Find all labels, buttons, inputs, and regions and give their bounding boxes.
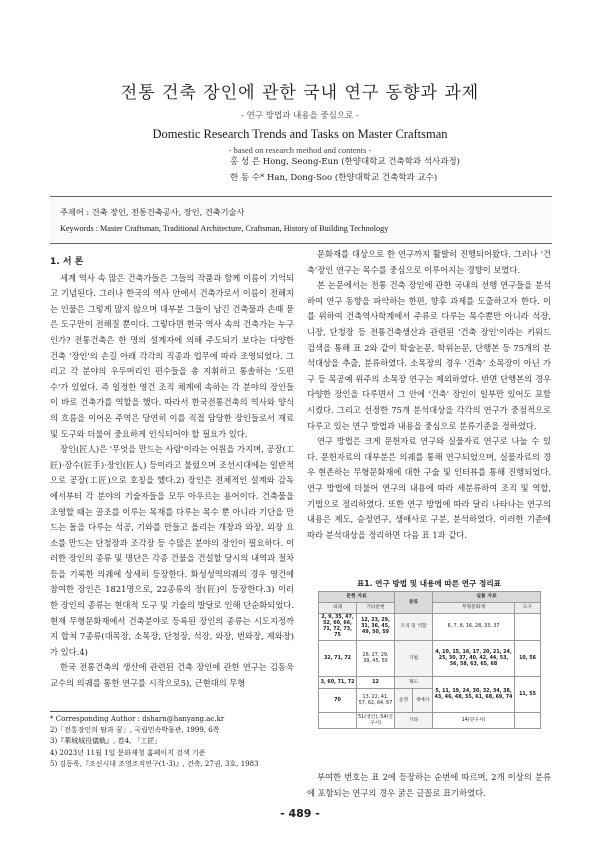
table-cell: 5, 11, 19, 24, 30, 32, 34, 38, 43, 46, 48, 55, 61, 68, 69, 74 <box>433 677 515 713</box>
paper-subtitle-en: - based on research method and contents - <box>228 145 372 155</box>
table-category-cell: 기타 <box>395 713 433 729</box>
research-table <box>318 591 541 729</box>
table-cell: 13, 22, 41, 57, 62, 64, 67 <box>357 689 395 713</box>
title-block <box>0 78 600 155</box>
header-physical: 실물 자료 <box>433 592 541 603</box>
paper-title-ko: 전통 건축 장인에 관한 국내 연구 동향과 과제 <box>120 83 480 103</box>
footnote: 2)「전통장인의 땀과 꿈」, 국립민속박물관, 1999, 6쪽 <box>50 726 220 735</box>
body-paragraph: 문화재를 대상으로 한 연구까지 활발히 진행되어왔다. 그러나 '건축'장인 연구는 목수를 중심으로 이루어지는 경향이 보였다. <box>307 249 551 275</box>
header-tools: 도구 <box>515 603 541 614</box>
after-table-text <box>307 770 551 801</box>
keywords-box <box>50 196 552 244</box>
table-cell <box>319 713 357 729</box>
right-column <box>307 247 551 543</box>
footnote: 3)『華城城役儀軌』, 卷4, 「工匠」 <box>50 737 162 746</box>
table-cell: 26, 27, 29, 39, 45, 50 <box>357 641 395 677</box>
table-caption: 표1. 연구 방법 및 내용에 따른 연구 정리표 <box>356 579 502 588</box>
table-cell: 3, 60, 71, 72 <box>319 677 357 689</box>
left-column <box>50 255 294 692</box>
author-line: 한 동 수* Han, Dong-Soo (한양대학교 건축학과 교수) <box>230 173 438 183</box>
paper-subtitle-ko: - 연구 방법과 내용을 중심으로 - <box>241 111 359 121</box>
footnote: 4) 2023년 11월 1일 문화재청 홈페이지 검색 기준 <box>50 748 206 757</box>
footnote: 5) 김동욱,『조선시대 조영조직연구(1-3)』, 건축, 27권, 3호, 1983 <box>50 759 259 768</box>
table-category-cell: 승정 <box>395 689 413 713</box>
table-category-cell: 생애사 <box>413 689 433 713</box>
table-category-cell: 제도 <box>395 677 433 689</box>
footnote-divider <box>50 711 160 712</box>
body-paragraph: 한국 전통건축의 생산에 관련된 건축 장인에 관한 연구는 김동욱 교수의 의궤를 통한 연구를 시작으로5), 근현대의 무형 <box>50 662 294 689</box>
table-cell: 51(영인), 54(연구서) <box>357 713 395 729</box>
body-paragraph: 본 논문에서는 전통 건축 장인에 관한 국내의 선행 연구들을 분석하여 연구 동향을 파악하는 한편, 향후 과제를 도출하고자 한다. 이를 위하여 건축역사학계에서 주류로 다루는 목수뿐만 아니라 석장, 니장, 단청장 등 전통건축생산과 관련된 '건축 장인'이라는 키워드 검색을 통해 표 2와 같이 학술논문, 학위논문, 단행본 등 75개의 분석대상을 추출, 분류하였다. 소목장의 경우 '건축' 소목장이 아닌 가구 등 목공예 위주의 소목장 연구는 제외하였다. 반면 단행본의 경우 다양한 장인을 다루면서 그 안에 '건축' 장인이 일부만 있어도 포함시켰다. 그리고 선정한 75개 분석대상을 각각의 연구가 중점적으로 다루고 있는 연구 방법과 내용을 중심으로 분류기준을 정하였다. <box>307 280 551 431</box>
author-list <box>230 154 460 186</box>
table-cell: 4, 10, 15, 16, 17, 20, 21, 24, 25, 30, 37, 40, 42, 44, 53, 56, 58, 63, 65, 68 <box>433 641 515 677</box>
header-category: 분류 <box>395 592 433 614</box>
paper-title-en: Domestic Research Trends and Tasks on Master Craftsman <box>152 127 448 141</box>
table-cell: 10, 56 <box>515 641 541 677</box>
table-cell: 14(연구서) <box>433 713 515 729</box>
body-paragraph: 장인(匠人)은 '무엇을 만드는 사람'이라는 어원을 가지며, 공장(工匠)·장수(匠手)·장인(匠人) 등이라고 불렀으며 조선시대에는 일반적으로 공장(工匠)으로 호칭을 했다.2) 장인은 전체적인 설계와 감독에서부터 각 분야의 기술자들을 모두 아우르는 용어이다. 건축물을 조영할 때는 골조를 이루는 목재를 다루는 목수 뿐 아니라 기단을 만드는 돌을 다루는 석공, 기와를 만들고 올리는 개장과 와장, 외장 요소를 만드는 단청장과 조각장 등 수많은 분야의 장인이 필요하다. 이러한 장인의 종류 및 명단은 각종 건물을 건설할 당시의 내역과 절차 등을 기록한 의궤에 상세히 등장한다. 화성성역의궤의 경우 영건에 참여한 장인은 1821명으로, 22종류의 장(匠)이 등장한다.3) 이러한 장인의 종류는 현대적 도구 및 기술의 발달로 인해 단순화되었다. 현재 무형문화재에서 건축분야로 등록된 장인의 종류는 시도지정까지 합쳐 7종류(대목장, 소목장, 단청장, 석장, 와장, 번와장, 제와장)가 있다.4) <box>50 444 294 657</box>
author-line: 홍 성 은 Hong, Seong-Eun (한양대학교 건축학과 석사과정) <box>230 157 460 167</box>
page-number: - 489 - <box>280 807 320 820</box>
keywords-ko: 주제어 : 건축 장인, 전통건축공사, 장인, 건축기술사 <box>60 207 245 217</box>
table-category-cell: 조직 및 역할 <box>395 614 433 641</box>
table-cell: 11, 55 <box>515 677 541 713</box>
table-category-cell: 기법 <box>395 641 433 677</box>
footnotes <box>50 714 294 770</box>
body-paragraph: 부여한 번호는 표 2에 등장하는 순번에 따르며, 2개 이상의 분류에 포함되는 연구의 경우 굵은 글꼴로 표기하였다. <box>307 772 551 798</box>
table-cell: 12, 23, 29, 31, 36, 45, 49, 50, 59 <box>357 614 395 641</box>
footnote: * Corresponding Author : dsharn@hanyang.ac.kr <box>50 715 225 723</box>
body-paragraph: 연구 방법은 크게 문헌자료 연구와 실물자료 연구로 나눌 수 있다. 문헌자료의 대부분은 의궤를 통해 연구되었으며, 실물자료의 경우 현존하는 무형문화재에 대한 구술 및 인터뷰를 통해 진행되었다. 연구 방법에 더불어 연구의 내용에 따라 세분류하여 조직 및 역할, 기법으로 정리하였다. 또한 연구 방법에 따라 달리 나타나는 연구의 내용은 제도, 승정연구, 생애사로 구분, 분석하였다. 이러한 기준에 따라 분석대상을 정리하면 다음 표 1과 같다. <box>307 436 551 540</box>
table-cell: 6, 7, 8, 16, 28, 33, 37 <box>433 614 515 641</box>
header-uigwe: 의궤 <box>319 603 357 614</box>
table-cell: 12 <box>357 677 395 689</box>
table-cell: 32, 71, 72 <box>319 641 357 677</box>
body-paragraph: 세계 역사 속 많은 건축가들은 그들의 작품과 함께 이름이 기억되고 기념된다. 그러나 한국의 역사 안에서 건축가로서 이름이 전해지는 인물은 그렇게 많지 않으며 대부분 그들이 남긴 건축물과 손때 묻은 도구만이 전해질 뿐이다. 그렇다면 한국 역사 속의 건축가는 누구인가? 전통건축은 한 명의 설계자에 의해 주도되기 보다는 다양한 건축 '장인'의 손길 아래 각각의 직종과 업무에 따라 조영되었다. 그리고 각 분야의 우두머리인 편수들을 총 지휘하고 통솔하는 '도편수'가 있었다. 즉 일정한 영건 조직 체계에 속하는 각 분야의 장인들이 바로 건축가를 역할을 했다. 따라서 한국전통건축의 역사와 양식의 흐름을 이어온 주역은 당연히 이를 직접 담당한 장인들로서 재료 및 도구와 더불어 중요하게 인식되어야 할 필요가 있다. <box>50 272 294 439</box>
table-cell <box>515 614 541 641</box>
table-cell: 70 <box>319 689 357 713</box>
table-cell <box>515 713 541 729</box>
section-heading: 1. 서 론 <box>50 257 84 267</box>
table-cell: 2, 9, 35, 47, 52, 60, 66, 71, 72, 73, 75 <box>319 614 357 641</box>
header-other-docs: 기타문헌 <box>357 603 395 614</box>
header-documents: 문헌 자료 <box>319 592 395 603</box>
keywords-en: Keywords : Master Craftsman, Traditional Architecture, Craftsman, History of Building Technology <box>60 224 389 233</box>
header-intangible: 무형문화재 <box>433 603 515 614</box>
